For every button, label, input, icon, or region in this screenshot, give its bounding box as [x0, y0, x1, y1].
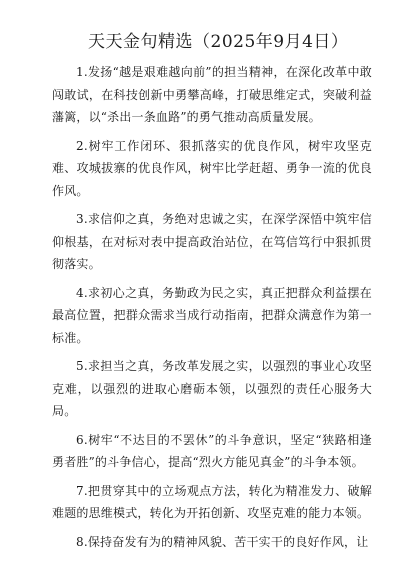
paragraph-8: 8.保持奋发有为的精神风貌、苦干实干的良好作风，让: [76, 534, 369, 549]
paragraph-6: 6.树牢“不达目的不罢休”的斗争意识，坚定“狭路相逢勇者胜”的斗争信心，提高“烈火方能见真金”的斗争本领。: [52, 432, 372, 469]
document-title: 天天金句精选（2025年9月4日）: [88, 32, 349, 52]
paragraph-5: 5.求担当之真，务改革发展之实，以强烈的事业心攻坚克难，以强烈的进取心磨砺本领，以强烈的责任心服务大局。: [52, 359, 372, 418]
paragraph-3: 3.求信仰之真，务绝对忠诚之实，在深学深悟中筑牢信仰根基，在对标对表中提高政治站位，在笃信笃行中狠抓贯彻落实。: [52, 212, 372, 271]
paragraph-4: 4.求初心之真，务勤政为民之实，真正把群众利益摆在最高位置，把群众需求当成行动指南，把群众满意作为第一标准。: [52, 285, 372, 345]
paragraph-7: 7.把贯穿其中的立场观点方法，转化为精准发力、破解难题的思维模式，转化为开拓创新、攻坚克难的能力本领。: [52, 483, 372, 520]
paragraph-2: 2.树牢工作闭环、狠抓落实的优良作风，树牢攻坚克难、攻城拔寨的优良作风，树牢比学赶超、勇争一流的优良作风。: [52, 138, 372, 198]
paragraph-1: 1.发扬“越是艰难越向前”的担当精神，在深化改革中敢闯敢试，在科技创新中勇攀高峰，打破思维定式，突破利益藩篱，以“杀出一条血路”的勇气推动高质量发展。: [52, 65, 372, 124]
